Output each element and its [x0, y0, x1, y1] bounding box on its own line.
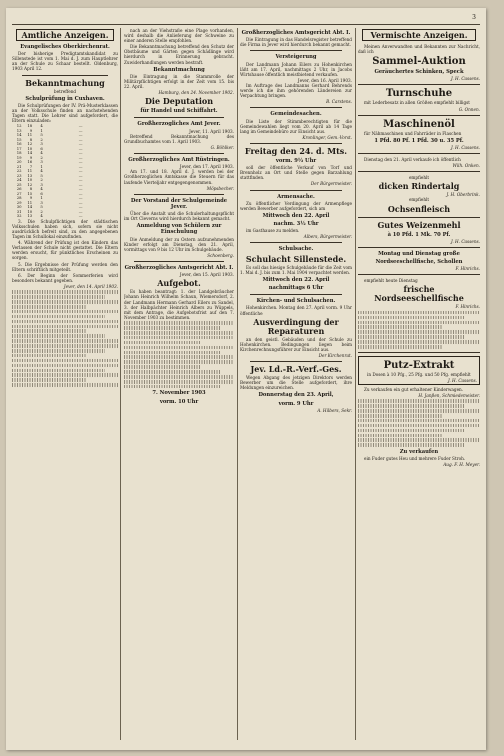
table-cell: —: [78, 127, 84, 133]
event-time: vorm. 9½ Uhr: [275, 157, 317, 164]
table-cell: —: [78, 159, 84, 165]
table-cell: 13: [27, 172, 33, 178]
table-cell: 30: [16, 204, 22, 210]
top-rule: [12, 24, 480, 25]
notice-title: Schulprüfung in Cuxhaven.: [25, 95, 105, 102]
ad-text: mit Lederbesatz in allen Größen empfiehlt billigst: [364, 100, 470, 106]
table-cell: —: [78, 163, 84, 169]
ad-text: Meinen Anverwandten und Bekannten zur Nachricht, daß ich: [358, 44, 480, 55]
paragraph: 4. Während der Prüfung ist den Kindern das Verlassen der Schule nicht gestattet. Die Eltern werden ersucht, für pünktliches Erscheinen zu sorgen.: [12, 240, 118, 261]
signature-line: G. Böhlker.: [210, 144, 234, 150]
notice-text: Im Auftrage des Landmanns Gerhard Behrends werde ich die ihm gehörenden Ländereien zur Verpachtung bringen.: [240, 82, 352, 99]
table-cell: 5: [40, 204, 43, 210]
notice-text: Der Landmann Johann Eilers zu Hohenkirchen läßt am 17. April, nachmittags 2 Uhr, in Jacobs Wirtshause öffentlich meistbietend verkaufen.: [240, 61, 352, 77]
event-time: vorm. 9 Uhr: [278, 400, 314, 407]
table-cell: 10: [27, 208, 33, 214]
divider: [358, 247, 480, 248]
table-cell: 28: [16, 195, 22, 201]
table-cell: 4: [40, 168, 43, 174]
notice-text: Es soll das hiesige Schulgebäude für die Zeit vom 1. Mai d. J. bis zum 1. Mai 1904 verpachtet werden.: [240, 264, 352, 275]
section-heading: Kirchen- und Schulsachen.: [256, 298, 336, 305]
notice-text: Der bisherige Predigtamtskandidat zu Sillenstede ist vom 1. Mai d. J. zum Hauptlehrer an der Schule zu Schaar bestellt. Oldenburg, 1903 April 12.: [12, 51, 118, 72]
table-cell: 32: [16, 213, 22, 219]
table-cell: 10: [27, 145, 33, 151]
table-cell: —: [78, 150, 84, 156]
column-2: [124, 28, 234, 740]
notice-text: Über die Anstalt und die Schulerhaltungspflicht im Ort Cleverns wird hierdurch bekannt gemacht.: [124, 211, 234, 222]
ad-heading: Zu verkaufen: [399, 448, 439, 455]
table-cell: 1: [40, 195, 43, 201]
section-heading: Gemeindesachen.: [270, 111, 322, 118]
table-cell: —: [78, 213, 84, 219]
column-rule: [237, 28, 238, 740]
ad-signature: J. H. Cassens.: [451, 76, 480, 82]
notice-date: Jever, den 16. April 1903.: [297, 77, 352, 83]
divider: [250, 294, 342, 295]
ad-text: in Dosen à 10 Pfg., 25 Pfg. und 50 Pfg. empfiehlt: [367, 371, 471, 377]
divider: [134, 117, 224, 118]
table-cell: —: [78, 186, 84, 192]
table-cell: —: [78, 204, 84, 210]
notice-date: Jever, den 17. April 1903.: [179, 164, 234, 170]
divider: [134, 194, 224, 195]
table-cell: 16: [27, 159, 33, 165]
table-cell: 8: [29, 136, 33, 142]
notice-heading: Großherzogliches Amtsgericht Abt. I.: [124, 265, 234, 272]
divider: [250, 361, 342, 362]
notice-text: Es haben beantragt: 1. der Landgebräucher Johann Heinrich Wilhelm Schaun, Wiemersdorf, 2. der Landmann Hermann Gerhard Eilers zu Sandel, 3. der Halbpächter Heinrich Albers zu Wüppels, mit dem Antrage, die Aufgebotsfrist auf den 7. November 1903 zu bestimmen.: [124, 289, 234, 320]
paragraph: nach an der Viehstraße eine Plage vorhanden, wird deshalb die Anlieferung der Schweine zu einer anderen Stelle empfohlen.: [124, 28, 234, 44]
paragraph: Die Bekanntmachung betreffend den Schutz der Obstbäume und Gärten gegen Schädlinge wird hierdurch in Erinnerung gebracht. Zuwiderhandlungen werden bestraft.: [124, 44, 234, 65]
ad-heading: Ochsenfleisch: [387, 203, 451, 214]
table-cell: 4: [40, 186, 43, 192]
ad-signature: J. H. Cassens.: [451, 144, 480, 150]
signature-line: Hamburg, den 24. November 1902.: [158, 90, 234, 96]
table-cell: 26: [16, 186, 22, 192]
notice-subheading: betreffend: [53, 88, 77, 94]
table-cell: 14: [27, 204, 33, 210]
section-heading: Schulsache.: [278, 246, 314, 253]
divider: [358, 171, 480, 172]
ad-heading: Gutes Weizenmehl: [377, 219, 461, 230]
notice-title: Jev. Ld.-R.-Verf.-Ges.: [250, 364, 342, 375]
table-cell: 1: [40, 163, 43, 169]
paragraph: 3. Die Schulpflichtigen der städtischen Volksschulen haben sich, sofern sie nicht ausdrücklich befreit sind, zu den angegebenen Tagen im Schullokal einzufinden.: [12, 218, 118, 240]
ad-text: für Nähmaschinen und Fahrräder in Flaschen: [364, 130, 462, 136]
event-time: nachmittags 6 Uhr: [268, 285, 324, 292]
table-cell: —: [78, 154, 84, 160]
deputation-heading: Die Deputation: [144, 96, 214, 107]
notice-heading: Versteigerung: [275, 54, 317, 61]
ad-signature: F. Hinrichs.: [455, 304, 480, 310]
table-cell: —: [78, 172, 84, 178]
notice-text: Die Eintragung in die Stammrolle der Militärpflichtigen erfolgt in der Zeit vom 15. bis 22. April.: [124, 73, 234, 90]
table-cell: —: [78, 141, 84, 147]
deputation-subheading: für Handel und Schiffahrt.: [140, 108, 218, 115]
ad-intro: empfiehlt: [408, 175, 430, 181]
column-rule: [120, 28, 121, 740]
table-cell: 12: [27, 181, 33, 187]
text-filler: [358, 311, 480, 349]
table-cell: 16: [16, 141, 22, 147]
table-cell: 3: [40, 199, 43, 205]
notice-heading: Evangelisches Oberkirchenrat.: [20, 44, 110, 50]
table-cell: 4: [40, 150, 43, 156]
table-cell: 6: [40, 145, 43, 151]
event-date: Mittwoch den 22. April: [262, 276, 330, 283]
divider: [250, 107, 342, 108]
event-date: Donnerstag den 23. April,: [258, 392, 334, 399]
ad-intro: empfiehlt: [408, 197, 430, 203]
table-cell: 7: [29, 163, 33, 169]
ad-signature: J. H. Cassens.: [451, 238, 480, 244]
column-3: [240, 28, 352, 740]
ad-box: [358, 356, 480, 385]
table-cell: 2: [40, 136, 43, 142]
column-1: [12, 28, 118, 740]
table-cell: 6: [40, 190, 43, 196]
table-cell: 5: [40, 172, 43, 178]
notice-text: Die Eintragung in das Handelsregister betreffend die Firma in Jever wird hierdurch bekannt gemacht.: [240, 37, 352, 48]
ad-signature: F. Hinrichs.: [455, 266, 480, 272]
signature-line: Der Kirchenrat.: [318, 352, 352, 358]
table-cell: 2: [40, 154, 43, 160]
table-cell: 11: [27, 199, 33, 205]
page-number: 3: [472, 14, 476, 21]
column-rule: [355, 28, 356, 740]
ad-text: empfiehlt heute Dienstag: [364, 278, 418, 284]
table-cell: 23: [16, 172, 22, 178]
notice-heading: Großherzogliches Amtsgericht Abt. I.: [241, 30, 351, 36]
table-cell: 12: [27, 141, 33, 147]
divider: [358, 217, 480, 218]
signature-line: Der Bürgermeister.: [310, 181, 352, 187]
notice-date: Jever, 11. April 1903.: [189, 128, 234, 134]
table-cell: 1: [40, 127, 43, 133]
table-cell: —: [78, 190, 84, 196]
table-cell: 4: [40, 213, 43, 219]
table-cell: 8: [29, 186, 33, 192]
paragraph: 6. Der Beginn der Sommerferien wird besonders bekannt gegeben.: [12, 272, 118, 283]
notice-date: Jever, den 15. April 1903.: [179, 272, 234, 278]
table-cell: —: [78, 132, 84, 138]
ad-price: 1 Pfd. 80 Pf. 1 Pfd. 30 u. 35 Pf.: [374, 137, 464, 144]
divider: [358, 84, 480, 85]
table-cell: 13: [27, 213, 33, 219]
table-cell: —: [78, 123, 84, 129]
table-cell: 27: [16, 190, 22, 196]
table-cell: 22: [16, 168, 22, 174]
ad-signature: J. H. Cassens.: [448, 377, 477, 383]
table-cell: —: [78, 136, 84, 142]
text-filler: [12, 290, 118, 387]
deadline-date: 7. November 1903: [152, 390, 206, 397]
table-cell: 15: [27, 190, 33, 196]
signature-line: Albers, Bürgermeister.: [303, 234, 352, 240]
event-time: nachm. 3½ Uhr: [273, 221, 319, 228]
table-cell: 2: [40, 208, 43, 214]
table-cell: —: [78, 195, 84, 201]
notice-heading: Großherzogliches Amt Rüstringen.: [128, 157, 230, 164]
notice-text: Zu öffentlicher Verdingung der Armenpflege werden Bewerber aufgefordert, sich am: [240, 200, 352, 211]
table-cell: 9: [29, 154, 33, 160]
ad-heading: Turnschuhe: [385, 88, 453, 100]
notice-text: Hohenkirchen. Montag den 27. April vorm. 9 Uhr öffentliche: [240, 305, 352, 316]
signature-line: Schoenberg.: [207, 252, 234, 258]
text-filler: [358, 399, 480, 447]
ad-heading: Maschinenöl: [383, 118, 455, 130]
ad-heading: Sammel-Auktion: [372, 56, 466, 68]
notice-title: Aufgebot.: [157, 278, 201, 289]
ad-subheading: Geräuchertes Schinken, Speck: [374, 69, 464, 76]
ad-signature: Aug. F. H. Meyer.: [443, 462, 480, 468]
signature-line: B. Carstens.: [326, 99, 352, 105]
table-cell: 12: [16, 123, 22, 129]
event-date: Mittwoch den 22. April: [262, 212, 330, 219]
table-cell: 31: [16, 208, 22, 214]
table-cell: 13: [16, 127, 22, 133]
notice-title: Schulacht Sillenstede.: [245, 253, 347, 264]
table-cell: 4: [40, 123, 43, 129]
table-cell: 19: [16, 154, 22, 160]
notice-heading: Anmeldung von Schülern zur Einschulung: [136, 223, 222, 236]
ad-subheading: Nordseeschellfische, Schollen: [375, 259, 463, 266]
notice-heading: Bekanntmachung: [25, 77, 105, 88]
signature-line: Kronlinger, Gem.-Vorst.: [302, 134, 352, 140]
notice-text: Die Schulprüfungen der IV. Prä-Musterklassen an der Volksschule finden an nachstehenden Tagen statt. Die Lehrer sind aufgefordert, die Eltern einzuladen:: [12, 102, 118, 124]
divider: [358, 352, 480, 353]
schedule-table: [12, 124, 118, 219]
table-cell: —: [78, 199, 84, 205]
signature-line: Möpsbecher.: [206, 185, 234, 191]
table-cell: 9: [29, 195, 33, 201]
table-cell: —: [78, 181, 84, 187]
table-cell: —: [78, 168, 84, 174]
table-cell: 24: [16, 177, 22, 183]
signature-line: A. Hilbers, Sekr.: [317, 407, 352, 413]
divider: [134, 261, 224, 262]
ad-price: à 10 Pfd. 1 Mk. 70 Pf.: [387, 231, 451, 238]
notice-text: Wegen Abgang des jetzigen Direktors werden Bewerber um die Stelle aufgefordert, ihre Meldungen einzureichen.: [240, 375, 352, 391]
table-cell: 29: [16, 199, 22, 205]
table-cell: 18: [16, 150, 22, 156]
ad-text: Dienstag den 21. April verkaufe ich öffentlich: [364, 157, 461, 163]
divider: [22, 75, 108, 76]
notice-text: Die Liste der Stimmberechtigten für die Gemeindewahlen liegt vom 20. April ab 14 Tage lang im Gemeindebüro zur Einsicht aus.: [240, 118, 352, 134]
section-title-misc: Vermischte Anzeigen.: [362, 29, 476, 41]
notice-text: an den geistl. Gebäuden und der Schule zu Hohenkirchen. Bedingungen liegen beim Kirchenrechnungsführer zur Einsicht aus.: [240, 336, 352, 352]
table-cell: 5: [40, 132, 43, 138]
paragraph: 5. Die Ergebnisse der Prüfung werden den Eltern schriftlich mitgeteilt.: [12, 261, 118, 272]
notice-heading: Bekanntmachung: [153, 66, 205, 73]
table-cell: 3: [40, 181, 43, 187]
table-cell: 14: [27, 150, 33, 156]
divider: [250, 143, 342, 144]
table-cell: 15: [16, 136, 22, 142]
section-title-official: Amtliche Anzeigen.: [16, 29, 114, 41]
column-4: [358, 28, 480, 740]
event-date: Freitag den 24. d. Mts.: [244, 145, 348, 156]
table-cell: 3: [40, 141, 43, 147]
table-cell: 17: [16, 145, 22, 151]
table-cell: —: [78, 145, 84, 151]
ad-heading: frische Nordseeschellfische: [374, 284, 464, 304]
table-cell: 18: [27, 123, 33, 129]
notice-text: Betreffend Bekanntmachung des Grundbuchamtes vom 1. April 1903.: [124, 133, 234, 144]
table-cell: 14: [16, 132, 22, 138]
section-heading: Armensache.: [277, 193, 315, 200]
divider: [358, 153, 480, 154]
divider: [134, 153, 224, 154]
ad-text: ein Fuder gutes Heu und mehrere Fuder Stroh.: [364, 456, 466, 462]
ad-signature: G. Onnen.: [458, 106, 480, 112]
notice-text: Die Anmeldung der zu Ostern aufzunehmenden Kinder erfolgt am Dienstag, den 21. April, vormittags von 9 bis 12 Uhr im Schulgebäude.: [124, 236, 234, 252]
notice-heading: Der Vorstand der Schulgemeinde Jever.: [130, 197, 228, 210]
table-cell: —: [78, 177, 84, 183]
table-cell: 9: [29, 127, 33, 133]
table-cell: 11: [27, 168, 33, 174]
text-filler: [124, 321, 234, 388]
ad-signature: H. Janßen, Schmiedemeister.: [418, 392, 480, 398]
divider: [250, 50, 342, 51]
ad-heading: dicken Rindertalg: [378, 181, 460, 192]
ad-signature: Wilh. Onken.: [452, 163, 480, 169]
table-cell: —: [78, 208, 84, 214]
divider: [358, 115, 480, 116]
notice-title: Ausverdingung der Reparaturen: [253, 316, 339, 336]
signature-line: Jever, den 14. April 1903.: [63, 283, 118, 289]
ad-text: Zu verkaufen ein gut erhaltener Kinderwagen.: [364, 386, 464, 392]
ad-heading: Putz-Extrakt: [383, 359, 455, 371]
ad-signature: J. H. Oberbrink.: [446, 192, 480, 198]
ad-heading: Montag und Dienstag große: [378, 250, 460, 257]
divider: [250, 190, 342, 191]
table-cell: 21: [16, 163, 22, 169]
notice-text: Am 17. und 18. April d. J. werden bei der Großherzoglichen Amtskasse die Steuern für das laufende Vierteljahr entgegengenommen.: [124, 169, 234, 185]
notice-text: im Gasthause zu melden.: [246, 228, 300, 234]
table-cell: 20: [16, 159, 22, 165]
divider: [358, 274, 480, 275]
divider: [250, 242, 342, 243]
table-cell: 2: [40, 177, 43, 183]
table-cell: 3: [40, 159, 43, 165]
newspaper-page: [6, 8, 486, 750]
table-cell: 11: [27, 132, 33, 138]
notice-text: soll der öffentliche Verkauf von Torf und Brennholz an Ort und Stelle gegen Barzahlung stattfinden.: [240, 165, 352, 181]
table-cell: 10: [27, 177, 33, 183]
notice-heading: Großherzogliches Amt Jever.: [137, 121, 221, 128]
table-cell: 25: [16, 181, 22, 187]
deadline-time: vorm. 10 Uhr: [159, 398, 199, 405]
